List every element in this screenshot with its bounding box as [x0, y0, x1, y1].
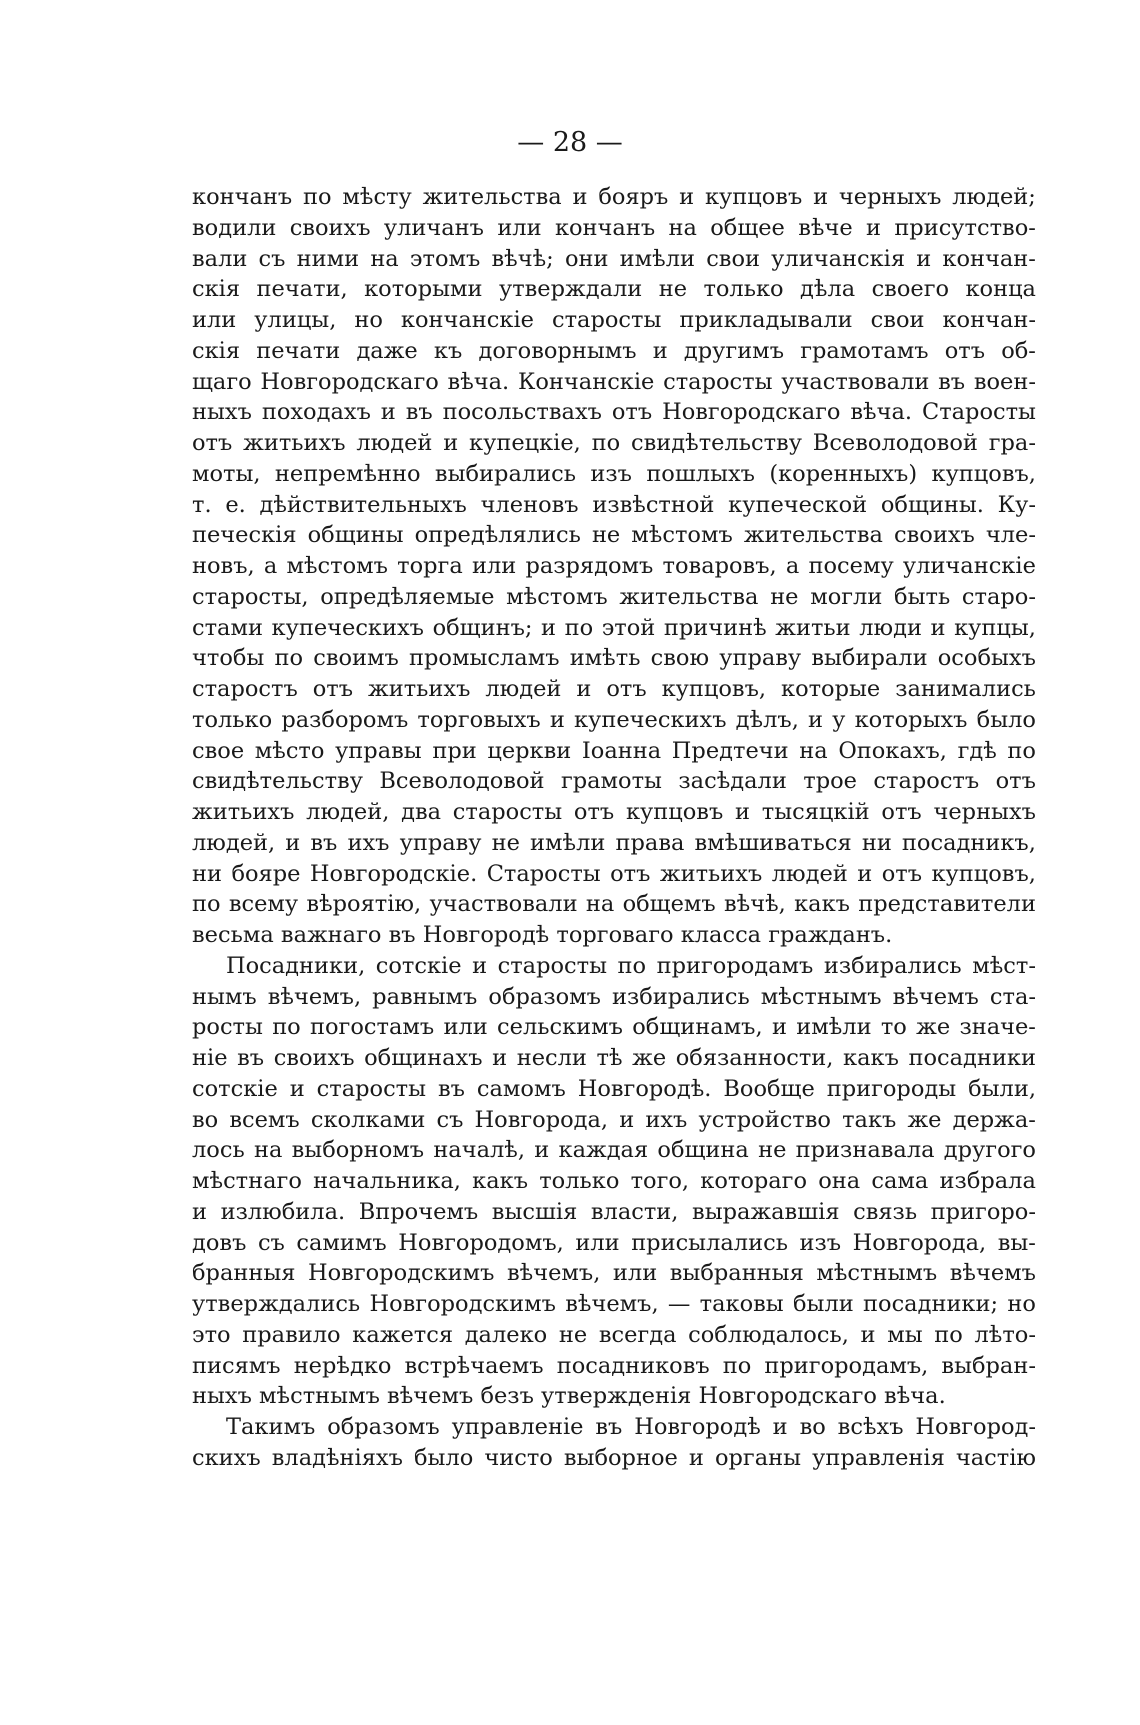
- text-line: утверждались Новгородскимъ вѣчемъ, — таковы были посадники; но: [192, 1291, 1036, 1317]
- text-line: людей, и въ ихъ управу не имѣли права вмѣшиваться ни посадникъ,: [192, 829, 1036, 856]
- paragraph: [192, 182, 1036, 951]
- text-line: вали съ ними на этомъ вѣчѣ; они имѣли свои уличанскія и кончан-: [192, 245, 1036, 272]
- text-line: водили своихъ уличанъ или кончанъ на общее вѣче и присутство-: [192, 214, 1036, 241]
- paragraph: [192, 951, 1036, 1412]
- text-line: отъ житьихъ людей и купецкіе, по свидѣтельству Всеволодовой гра-: [192, 430, 1036, 456]
- text-line: весьма важнаго въ Новгородѣ торговаго класса гражданъ.: [192, 922, 893, 948]
- text-line: Такимъ образомъ управленіе въ Новгородѣ и во всѣхъ Новгород-: [226, 1414, 1036, 1440]
- text-line: новъ, а мѣстомъ торга или разрядомъ товаровъ, а посему уличанскіе: [192, 553, 1036, 579]
- text-line: сотскіе и старосты въ самомъ Новгородѣ. Вообще пригороды были,: [192, 1075, 1036, 1102]
- text-line: бранныя Новгородскимъ вѣчемъ, или выбранныя мѣстнымъ вѣчемъ: [192, 1260, 1036, 1287]
- text-line: мѣстнаго начальника, какъ только того, котораго она сама избрала: [192, 1168, 1036, 1194]
- paragraph: [192, 1412, 1036, 1474]
- text-line: кончанъ по мѣсту жительства и бояръ и купцовъ и черныхъ людей;: [192, 184, 1036, 210]
- text-line: лось на выборномъ началѣ, и каждая община не признавала другого: [192, 1137, 1036, 1164]
- text-line: старосты, опредѣляемые мѣстомъ жительства не могли быть старо-: [192, 583, 1036, 610]
- text-line: это правило кажется далеко не всегда соблюдалось, и мы по лѣто-: [192, 1321, 1036, 1348]
- page-number: — 28 —: [517, 127, 623, 158]
- text-line: росты по погостамъ или сельскимъ общинамъ, и имѣли то же значе-: [192, 1014, 1036, 1041]
- body-text: [192, 182, 1036, 1474]
- text-line: или улицы, но кончанскіе старосты прикладывали свои кончан-: [192, 307, 1036, 333]
- text-line: Посадники, сотскіе и старосты по пригородамъ избирались мѣст-: [226, 952, 1036, 979]
- text-line: стами купеческихъ общинъ; и по этой причинѣ житьи люди и купцы,: [192, 614, 1036, 641]
- text-line: т. е. дѣйствительныхъ членовъ извѣстной купеческой общины. Ку-: [192, 491, 1036, 518]
- text-line: во всемъ сколками съ Новгорода, и ихъ устройство такъ же держа-: [192, 1106, 1036, 1133]
- text-line: нымъ вѣчемъ, равнымъ образомъ избирались мѣстнымъ вѣчемъ ста-: [192, 983, 1036, 1010]
- text-line: по всему вѣроятію, участвовали на общемъ вѣчѣ, какъ представители: [192, 891, 1036, 918]
- text-line: ныхъ походахъ и въ посольствахъ отъ Новгородскаго вѣча. Старосты: [192, 399, 1036, 426]
- text-line: моты, непремѣнно выбирались изъ пошлыхъ (коренныхъ) купцовъ,: [192, 460, 1036, 487]
- text-line: старостъ отъ житьихъ людей и отъ купцовъ, которые занимались: [192, 676, 1036, 702]
- text-line: скія печати даже къ договорнымъ и другимъ грамотамъ отъ об-: [192, 337, 1036, 364]
- text-line: ныхъ мѣстнымъ вѣчемъ безъ утвержденія Новгородскаго вѣча.: [192, 1383, 946, 1410]
- text-line: довъ съ самимъ Новгородомъ, или присылались изъ Новгорода, вы-: [192, 1229, 1036, 1256]
- text-line: свидѣтельству Всеволодовой грамоты засѣдали трое старостъ отъ: [192, 768, 1036, 795]
- text-line: печескія общины опредѣлялись не мѣстомъ жительства своихъ чле-: [192, 522, 1036, 549]
- text-line: и излюбила. Впрочемъ высшія власти, выражавшія связь пригоро-: [192, 1198, 1036, 1225]
- text-line: скихъ владѣніяхъ было чисто выборное и органы управленія частію: [192, 1444, 1036, 1471]
- text-line: чтобы по своимъ промысламъ имѣть свою управу выбирали особыхъ: [192, 645, 1036, 672]
- text-line: скія печати, которыми утверждали не только дѣла своего конца: [192, 276, 1036, 303]
- text-line: щаго Новгородскаго вѣча. Кончанскіе старосты участвовали въ воен-: [192, 368, 1036, 395]
- text-line: писямъ нерѣдко встрѣчаемъ посадниковъ по пригородамъ, выбран-: [192, 1352, 1036, 1379]
- text-line: только разборомъ торговыхъ и купеческихъ дѣлъ, и у которыхъ было: [192, 706, 1036, 733]
- text-line: ни бояре Новгородскіе. Старосты отъ житьихъ людей и отъ купцовъ,: [192, 860, 1036, 887]
- text-line: ніе въ своихъ общинахъ и несли тѣ же обязанности, какъ посадники: [192, 1045, 1036, 1071]
- text-line: житьихъ людей, два старосты отъ купцовъ и тысяцкій отъ черныхъ: [192, 799, 1036, 825]
- text-line: свое мѣсто управы при церкви Іоанна Предтечи на Опокахъ, гдѣ по: [192, 737, 1036, 764]
